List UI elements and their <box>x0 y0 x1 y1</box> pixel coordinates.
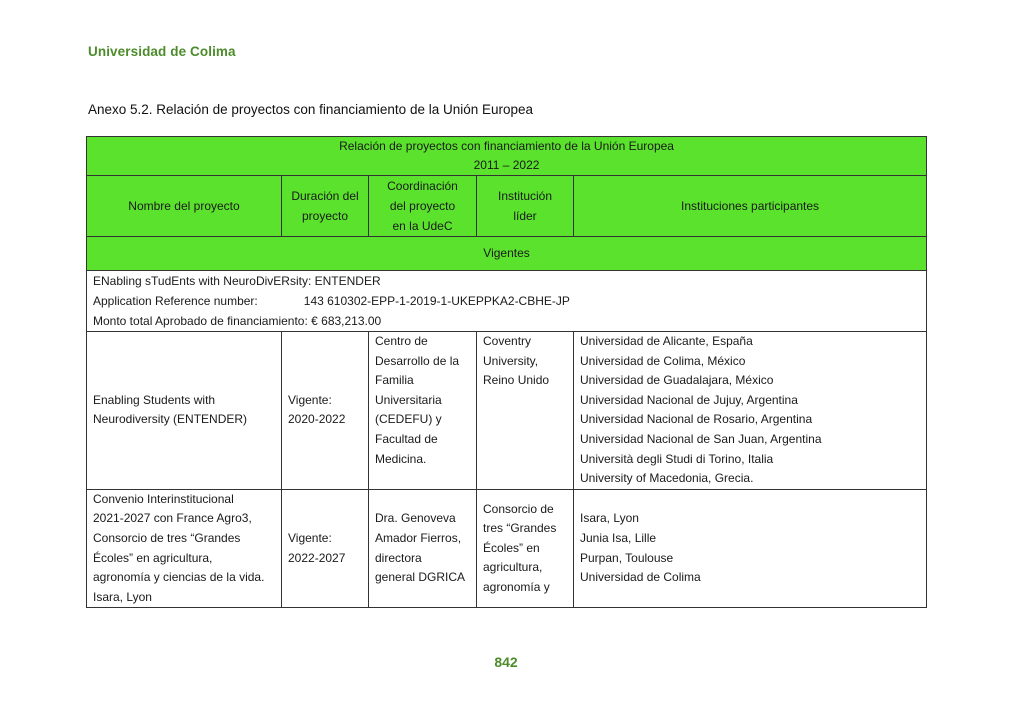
cell-text: Universidad Nacional de San Juan, Argentina <box>580 431 822 446</box>
table-row <box>87 489 927 608</box>
cell-text: Università degli Studi di Torino, Italia <box>580 451 774 466</box>
cell-nombre <box>87 489 282 608</box>
cell-participantes <box>574 489 927 608</box>
col-header-participantes <box>574 176 927 237</box>
col-header-nombre-label: Nombre del proyecto <box>128 199 240 213</box>
eu-projects-table <box>86 136 927 608</box>
cell-text: Convenio Interinstitucional <box>93 491 234 506</box>
cell-text: 2022-2027 <box>288 550 346 565</box>
cell-text: University, <box>483 353 539 368</box>
col-header-coord-l1: Coordinación <box>387 179 458 193</box>
page-number: 842 <box>494 654 518 670</box>
cell-text: Isara, Lyon <box>93 589 152 604</box>
project-info-cell <box>87 271 927 332</box>
section-vigentes: Vigentes <box>87 237 927 271</box>
cell-text: Vigente: <box>288 530 332 545</box>
cell-text: Desarrollo de la <box>375 353 460 368</box>
cell-institucion <box>477 332 574 490</box>
cell-text: University of Macedonia, Grecia. <box>580 471 754 486</box>
col-header-duracion-l2: proyecto <box>301 209 349 223</box>
col-header-duracion-l1: Duración del <box>291 189 359 203</box>
cell-text: Coventry <box>483 334 532 348</box>
annex-title: Anexo 5.2. Relación de proyectos con financiamiento de la Unión Europea <box>88 102 534 117</box>
funding-amount-line: Monto total Aprobado de financiamiento: € 683,213.00 <box>93 314 382 328</box>
cell-text: Dra. Genoveva <box>375 511 456 526</box>
cell-duracion <box>282 332 369 490</box>
cell-text: Enabling Students with <box>93 392 216 407</box>
cell-text: agronomía y <box>483 579 550 594</box>
cell-text: tres “Grandes <box>483 521 557 536</box>
cell-text: Universidad de Colima <box>580 570 701 585</box>
col-header-duracion <box>282 176 369 237</box>
cell-text: 2021-2027 con France Agro3, <box>93 511 252 526</box>
col-header-coordinacion <box>369 176 477 237</box>
cell-text: Medicina. <box>375 451 427 466</box>
col-header-participantes-label: Instituciones participantes <box>680 199 820 213</box>
institution-header: Universidad de Colima <box>88 44 236 59</box>
cell-text: Familia <box>375 373 414 388</box>
cell-text: Universidad de Colima, México <box>580 353 746 368</box>
column-header-row <box>87 176 927 237</box>
cell-text: Universidad de Guadalajara, México <box>580 373 774 388</box>
table-title-row <box>87 137 927 176</box>
cell-text: general DGRICA <box>375 570 466 585</box>
cell-text: Reino Unido <box>483 373 550 388</box>
cell-text: directora <box>375 550 422 565</box>
cell-text: agronomía y ciencias de la vida. <box>93 570 265 585</box>
cell-text: Centro de <box>375 334 428 348</box>
col-header-inst-l2: líder <box>513 209 537 223</box>
cell-text: Consorcio de <box>483 501 554 516</box>
cell-text: Écoles” en agricultura, <box>93 550 213 565</box>
col-header-nombre <box>87 176 282 237</box>
table-period: 2011 – 2022 <box>473 158 540 172</box>
cell-institucion <box>477 489 574 608</box>
table-title-cell <box>87 137 927 176</box>
cell-coordinacion <box>369 489 477 608</box>
col-header-coord-l3: en la UdeC <box>392 219 453 233</box>
project-acronym-line: ENabling sTudEnts with NeuroDivERsity: ENTENDER <box>93 274 381 288</box>
cell-text: Universidad Nacional de Jujuy, Argentina <box>580 392 798 407</box>
project-info-row <box>87 271 927 332</box>
table-title: Relación de proyectos con financiamiento de la Unión Europea <box>339 139 674 153</box>
cell-participantes <box>574 332 927 490</box>
cell-text: Neurodiversity (ENTENDER) <box>93 412 248 427</box>
cell-text: Universidad Nacional de Rosario, Argentina <box>580 412 813 427</box>
cell-text: Junia Isa, Lille <box>580 530 657 545</box>
cell-text: Consorcio de tres “Grandes <box>93 530 241 545</box>
application-reference-value: 143 610302-EPP-1-2019-1-UKEPPKA2-CBHE-JP <box>303 294 570 308</box>
cell-text: Amador Fierros, <box>375 530 462 545</box>
cell-text: Isara, Lyon <box>580 511 639 526</box>
cell-text: Purpan, Toulouse <box>580 550 674 565</box>
cell-text: Écoles” en <box>483 540 540 555</box>
col-header-institucion <box>477 176 574 237</box>
cell-text: 2020-2022 <box>288 412 346 427</box>
cell-coordinacion <box>369 332 477 490</box>
section-row-vigentes <box>87 237 927 271</box>
col-header-inst-l1: Institución <box>497 189 553 203</box>
cell-text: (CEDEFU) y <box>375 412 442 427</box>
cell-text: Universidad de Alicante, España <box>580 334 753 348</box>
table-row <box>87 332 927 490</box>
application-reference-line <box>93 291 920 311</box>
cell-duracion <box>282 489 369 608</box>
cell-text: Facultad de <box>375 431 438 446</box>
col-header-coord-l2: del proyecto <box>389 199 456 213</box>
cell-text: agricultura, <box>483 560 543 575</box>
cell-text: Universitaria <box>375 392 442 407</box>
cell-nombre <box>87 332 282 490</box>
application-reference-label: Application Reference number: <box>93 294 258 308</box>
cell-text: Vigente: <box>288 392 332 407</box>
